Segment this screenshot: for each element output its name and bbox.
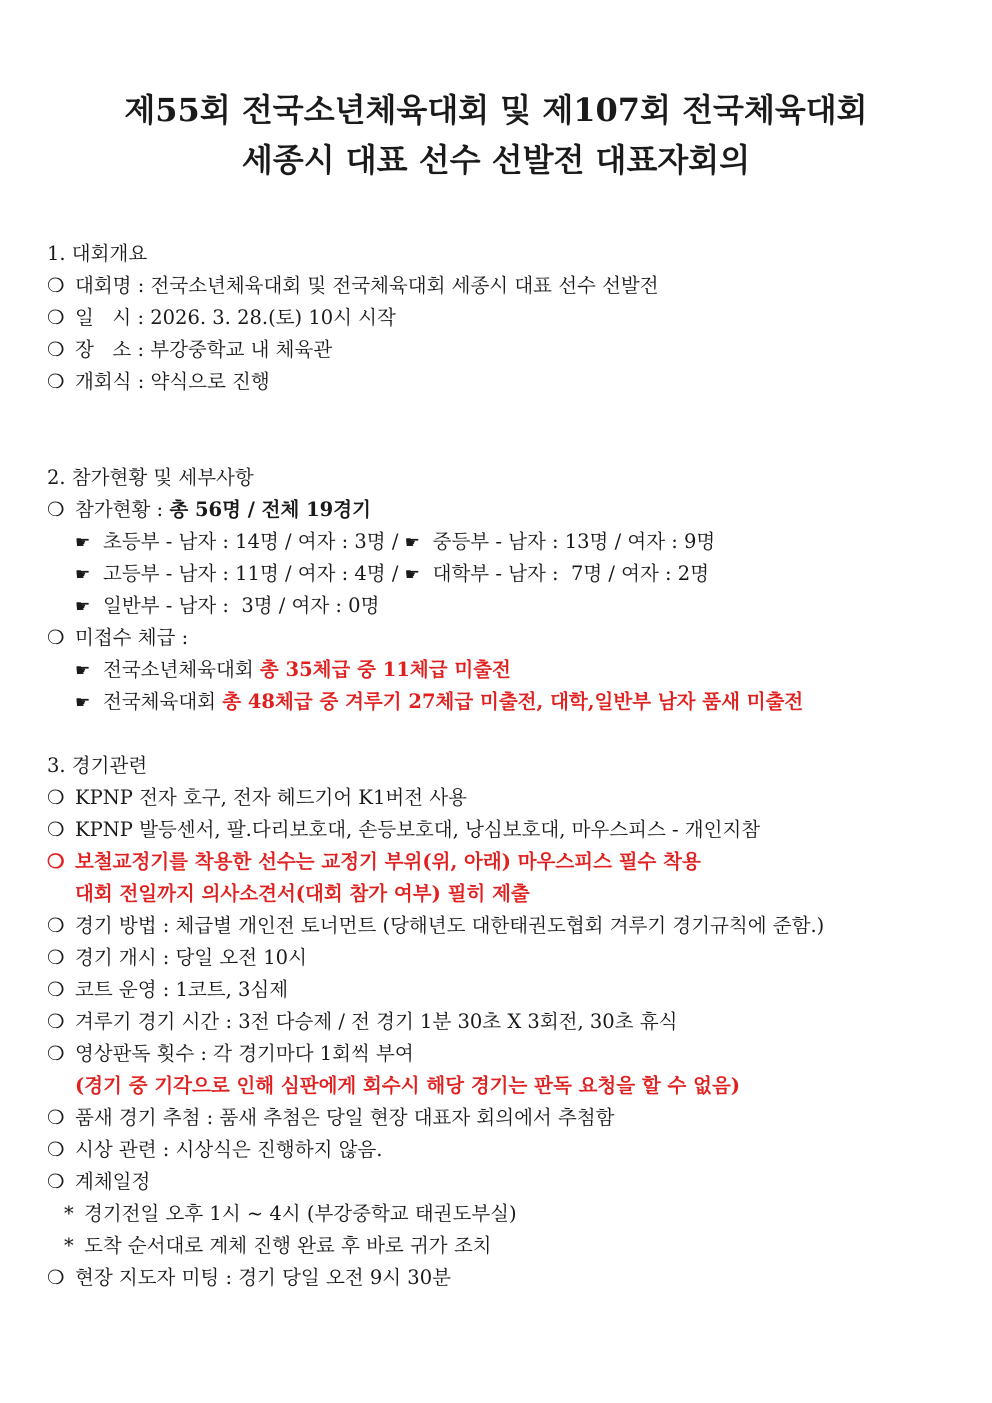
rule-text-6: 코트 운영 : 1코트, 3심제 <box>75 978 289 1001</box>
rule-item-3-continued <box>75 880 530 908</box>
national-games-row <box>75 688 803 717</box>
weigh-in-detail-1 <box>64 1200 517 1228</box>
rule-text-11: 계체일정 <box>75 1170 151 1193</box>
event-place-item <box>47 336 332 364</box>
event-place-text: 장 소 : 부강중학교 내 체육관 <box>75 338 333 361</box>
high-division-text: 고등부 - 남자 : 11명 / 여자 : 4명 / <box>103 562 405 585</box>
event-datetime-item <box>47 304 396 332</box>
circle-bullet-icon: ❍ <box>47 274 65 297</box>
youth-games-label: 전국소년체육대회 <box>103 658 260 681</box>
opening-ceremony-text: 개회식 : 약식으로 진행 <box>75 370 270 393</box>
rule-item-7 <box>47 1008 677 1036</box>
division-row-2 <box>75 560 709 589</box>
rule-item-5 <box>47 944 307 972</box>
rule-item-6 <box>47 976 288 1004</box>
participation-status-value: 총 56명 / 전체 19경기 <box>169 498 371 521</box>
rule-text-2: KPNP 발등센서, 팔.다리보호대, 손등보호대, 낭심보호대, 마우스피스 - 개인지참 <box>75 818 761 841</box>
section3-heading: 3. 경기관련 <box>47 754 148 777</box>
circle-bullet-icon: ❍ <box>47 978 65 1001</box>
unreceived-weight-text: 미접수 체급 : <box>75 626 189 649</box>
pointing-hand-icon: ☛ <box>75 533 91 553</box>
circle-bullet-icon: ❍ <box>47 626 65 649</box>
circle-bullet-icon: ❍ <box>47 1266 65 1289</box>
elementary-division-text: 초등부 - 남자 : 14명 / 여자 : 3명 / <box>103 530 405 553</box>
participation-status-item <box>47 496 371 524</box>
circle-bullet-icon: ❍ <box>47 1106 65 1129</box>
division-row-3 <box>75 592 379 621</box>
rule-text-5: 경기 개시 : 당일 오전 10시 <box>75 946 307 969</box>
circle-bullet-icon: ❍ <box>47 498 65 521</box>
pointing-hand-icon: ☛ <box>404 533 420 553</box>
rule-text-12: 현장 지도자 미팅 : 경기 당일 오전 9시 30분 <box>75 1266 451 1289</box>
rule-text-1: KPNP 전자 호구, 전자 헤드기어 K1버전 사용 <box>75 786 467 809</box>
national-games-label: 전국체육대회 <box>103 690 223 713</box>
rule-item-1 <box>47 784 467 812</box>
rule-item-11 <box>47 1168 150 1196</box>
weigh-in-detail-2 <box>64 1232 492 1260</box>
general-division-text: 일반부 - 남자 : 3명 / 여자 : 0명 <box>103 594 380 617</box>
circle-bullet-icon: ❍ <box>47 850 65 873</box>
pointing-hand-icon: ☛ <box>75 693 91 713</box>
youth-games-value: 총 35체급 중 11체급 미출전 <box>259 658 511 681</box>
pointing-hand-icon: ☛ <box>75 597 91 617</box>
circle-bullet-icon: ❍ <box>47 818 65 841</box>
pointing-hand-icon: ☛ <box>404 565 420 585</box>
rule-text-8: 영상판독 횟수 : 각 경기마다 1회씩 부여 <box>75 1042 414 1065</box>
circle-bullet-icon: ❍ <box>47 914 65 937</box>
rule-text-3a: 보철교정기를 착용한 선수는 교정기 부위(위, 아래) 마우스피스 필수 착용 <box>75 850 701 873</box>
circle-bullet-icon: ❍ <box>47 946 65 969</box>
rule-text-10: 시상 관련 : 시상식은 진행하지 않음. <box>75 1138 383 1161</box>
rule-text-7: 겨루기 경기 시간 : 3전 다승제 / 전 경기 1분 30초 X 3회전, 30초 휴식 <box>75 1010 678 1033</box>
opening-ceremony-item <box>47 368 270 396</box>
pointing-hand-icon: ☛ <box>75 661 91 681</box>
unreceived-weight-item <box>47 624 188 652</box>
national-games-value: 총 48체급 중 겨루기 27체급 미출전, 대학,일반부 남자 품새 미출전 <box>222 690 804 713</box>
division-row-1 <box>75 528 715 557</box>
circle-bullet-icon: ❍ <box>47 1042 65 1065</box>
event-name-text: 대회명 : 전국소년체육대회 및 전국체육대회 세종시 대표 선수 선발전 <box>75 274 659 297</box>
event-datetime-text: 일 시 : 2026. 3. 28.(토) 10시 시작 <box>75 306 396 329</box>
circle-bullet-icon: ❍ <box>47 1138 65 1161</box>
middle-division-text: 중등부 - 남자 : 13명 / 여자 : 9명 <box>432 530 716 553</box>
rule-item-8-note <box>75 1072 740 1100</box>
circle-bullet-icon: ❍ <box>47 1010 65 1033</box>
rule-item-12 <box>47 1264 451 1292</box>
circle-bullet-icon: ❍ <box>47 786 65 809</box>
rule-text-4: 경기 방법 : 체급별 개인전 토너먼트 (당해년도 대한태권도협회 겨루기 경기규칙에 준함.) <box>75 914 825 937</box>
circle-bullet-icon: ❍ <box>47 306 65 329</box>
circle-bullet-icon: ❍ <box>47 370 65 393</box>
asterisk-bullet-icon: * <box>64 1234 74 1257</box>
circle-bullet-icon: ❍ <box>47 1170 65 1193</box>
weigh-in-text-1: 경기전일 오후 1시 ~ 4시 (부강중학교 태권도부실) <box>84 1202 517 1225</box>
rule-text-3b: 대회 전일까지 의사소견서(대회 참가 여부) 필히 제출 <box>75 882 530 905</box>
pointing-hand-icon: ☛ <box>75 565 91 585</box>
rule-item-3 <box>47 848 701 876</box>
rule-item-2 <box>47 816 760 844</box>
section2-heading: 2. 참가현황 및 세부사항 <box>47 466 254 489</box>
rule-item-4 <box>47 912 824 940</box>
rule-item-8 <box>47 1040 414 1068</box>
youth-games-row <box>75 656 511 685</box>
section1-heading: 1. 대회개요 <box>47 242 148 265</box>
event-name-item <box>47 272 659 300</box>
university-division-text: 대학부 - 남자 : 7명 / 여자 : 2명 <box>432 562 710 585</box>
asterisk-bullet-icon: * <box>64 1202 74 1225</box>
circle-bullet-icon: ❍ <box>47 338 65 361</box>
rule-item-10 <box>47 1136 382 1164</box>
document-title-line2: 세종시 대표 선수 선발전 대표자회의 <box>241 141 751 179</box>
participation-status-label: 참가현황 : <box>75 498 170 521</box>
weigh-in-text-2: 도착 순서대로 계체 진행 완료 후 바로 귀가 조치 <box>84 1234 492 1257</box>
document-title-line1: 제55회 전국소년체육대회 및 제107회 전국체육대회 <box>124 91 868 129</box>
rule-text-9: 품새 경기 추첨 : 품새 추첨은 당일 현장 대표자 회의에서 추첨함 <box>75 1106 615 1129</box>
rule-item-9 <box>47 1104 614 1132</box>
rule-text-8b: (경기 중 기각으로 인해 심판에게 회수시 해당 경기는 판독 요청을 할 수 없음) <box>75 1074 741 1097</box>
